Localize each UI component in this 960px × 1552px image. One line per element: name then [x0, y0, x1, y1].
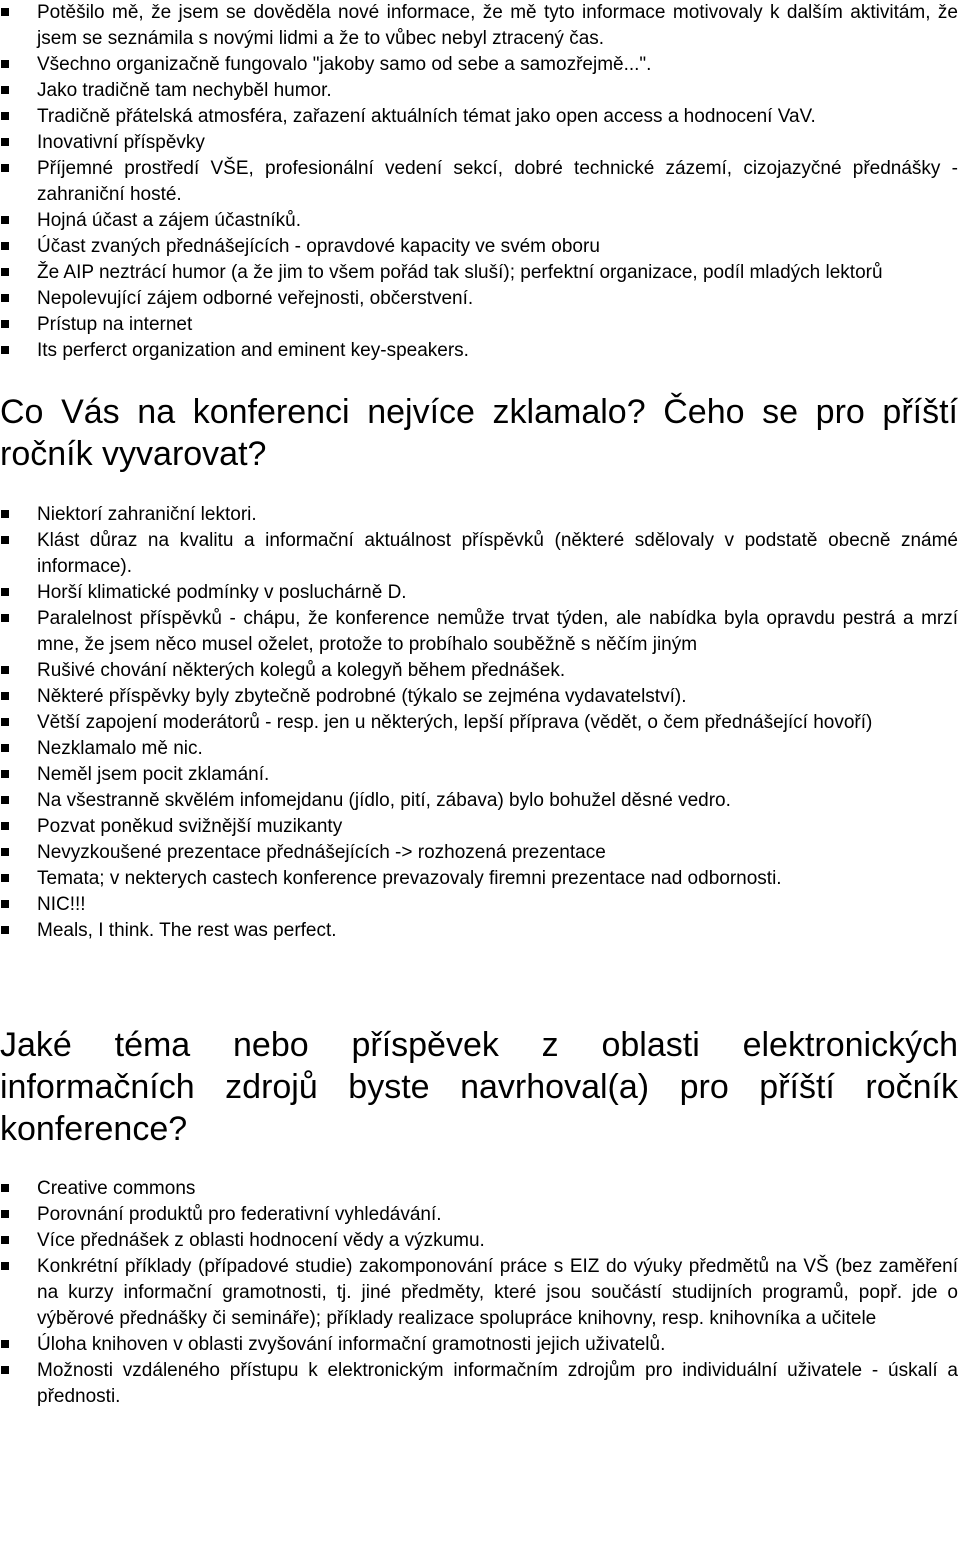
list-item: Its perferct organization and eminent key-speakers.	[0, 338, 960, 364]
list-item: Meals, I think. The rest was perfect.	[0, 918, 960, 944]
list-item: Klást důraz na kvalitu a informační aktuálnost příspěvků (některé sdělovaly v podstatě obecně známé informace).	[0, 528, 960, 580]
list-item: NIC!!!	[0, 892, 960, 918]
list-item: Úloha knihoven v oblasti zvyšování informační gramotnosti jejich uživatelů.	[0, 1332, 960, 1358]
list-item: Nepolevující zájem odborné veřejnosti, občerstvení.	[0, 286, 960, 312]
list-item: Že AIP neztrácí humor (a že jim to všem pořád tak sluší); perfektní organizace, podíl mladých lektorů	[0, 260, 960, 286]
negative-feedback-list	[0, 502, 960, 944]
list-item: Temata; v nekterych castech konference prevazovaly firemni prezentace nad odbornosti.	[0, 866, 960, 892]
list-item: Creative commons	[0, 1176, 960, 1202]
list-item: Pozvat poněkud svižnější muzikanty	[0, 814, 960, 840]
list-item: Horší klimatické podmínky v posluchárně D.	[0, 580, 960, 606]
list-item: Některé příspěvky byly zbytečně podrobné (týkalo se zejména vydavatelství).	[0, 684, 960, 710]
list-item: Tradičně přátelská atmosféra, zařazení aktuálních témat jako open access a hodnocení VaV.	[0, 104, 960, 130]
question-heading-topics: Jaké téma nebo příspěvek z oblasti elektronických informačních zdrojů byste navrhoval(a) pro příští ročník konference?	[0, 1026, 958, 1148]
list-item: Paralelnost příspěvků - chápu, že konference nemůže trvat týden, ale nabídka byla opravdu pestrá a mrzí mne, že jsem něco musel oželet, protože to probíhalo souběžně s něčím jiným	[0, 606, 960, 658]
list-item: Niektorí zahraniční lektori.	[0, 502, 960, 528]
list-item: Porovnání produktů pro federativní vyhledávání.	[0, 1202, 960, 1228]
topic-suggestions-list	[0, 1176, 960, 1410]
list-item: Možnosti vzdáleného přístupu k elektronickým informačním zdrojům pro individuální uživatele - úskalí a přednosti.	[0, 1358, 960, 1410]
list-item: Jako tradičně tam nechyběl humor.	[0, 78, 960, 104]
list-item: Nevyzkoušené prezentace přednášejících -> rozhozená prezentace	[0, 840, 960, 866]
list-item: Prístup na internet	[0, 312, 960, 338]
list-item: Inovativní příspěvky	[0, 130, 960, 156]
list-item: Příjemné prostředí VŠE, profesionální vedení sekcí, dobré technické zázemí, cizojazyčné přednášky - zahraniční hosté.	[0, 156, 960, 208]
list-item: Větší zapojení moderátorů - resp. jen u některých, lepší příprava (vědět, o čem přednášející hovoří)	[0, 710, 960, 736]
list-item: Účast zvaných přednášejících - opravdové kapacity ve svém oboru	[0, 234, 960, 260]
positive-feedback-list	[0, 0, 960, 364]
list-item: Všechno organizačně fungovalo "jakoby samo od sebe a samozřejmě...".	[0, 52, 960, 78]
list-item: Konkrétní příklady (případové studie) zakomponování práce s EIZ do výuky předmětů na VŠ (bez zaměření na kurzy informační gramotnosti, tj. jiné předměty, které jsou součástí studijních programů, popř. jde o výběrové přednášky či semináře); příklady realizace spolupráce knihovny, resp. knihovníka a učitele	[0, 1254, 960, 1332]
list-item: Potěšilo mě, že jsem se dověděla nové informace, že mě tyto informace motivovaly k dalším aktivitám, že jsem se seznámila s novými lidmi a že to vůbec nebyl ztracený čas.	[0, 0, 960, 52]
question-heading-disappointments: Co Vás na konferenci nejvíce zklamalo? Čeho se pro příští ročník vyvarovat?	[0, 393, 958, 473]
list-item: Více přednášek z oblasti hodnocení vědy a výzkumu.	[0, 1228, 960, 1254]
list-item: Nezklamalo mě nic.	[0, 736, 960, 762]
list-item: Na všestranně skvělém infomejdanu (jídlo, pití, zábava) bylo bohužel děsné vedro.	[0, 788, 960, 814]
list-item: Hojná účast a zájem účastníků.	[0, 208, 960, 234]
list-item: Neměl jsem pocit zklamání.	[0, 762, 960, 788]
list-item: Rušivé chování některých kolegů a kolegyň během přednášek.	[0, 658, 960, 684]
